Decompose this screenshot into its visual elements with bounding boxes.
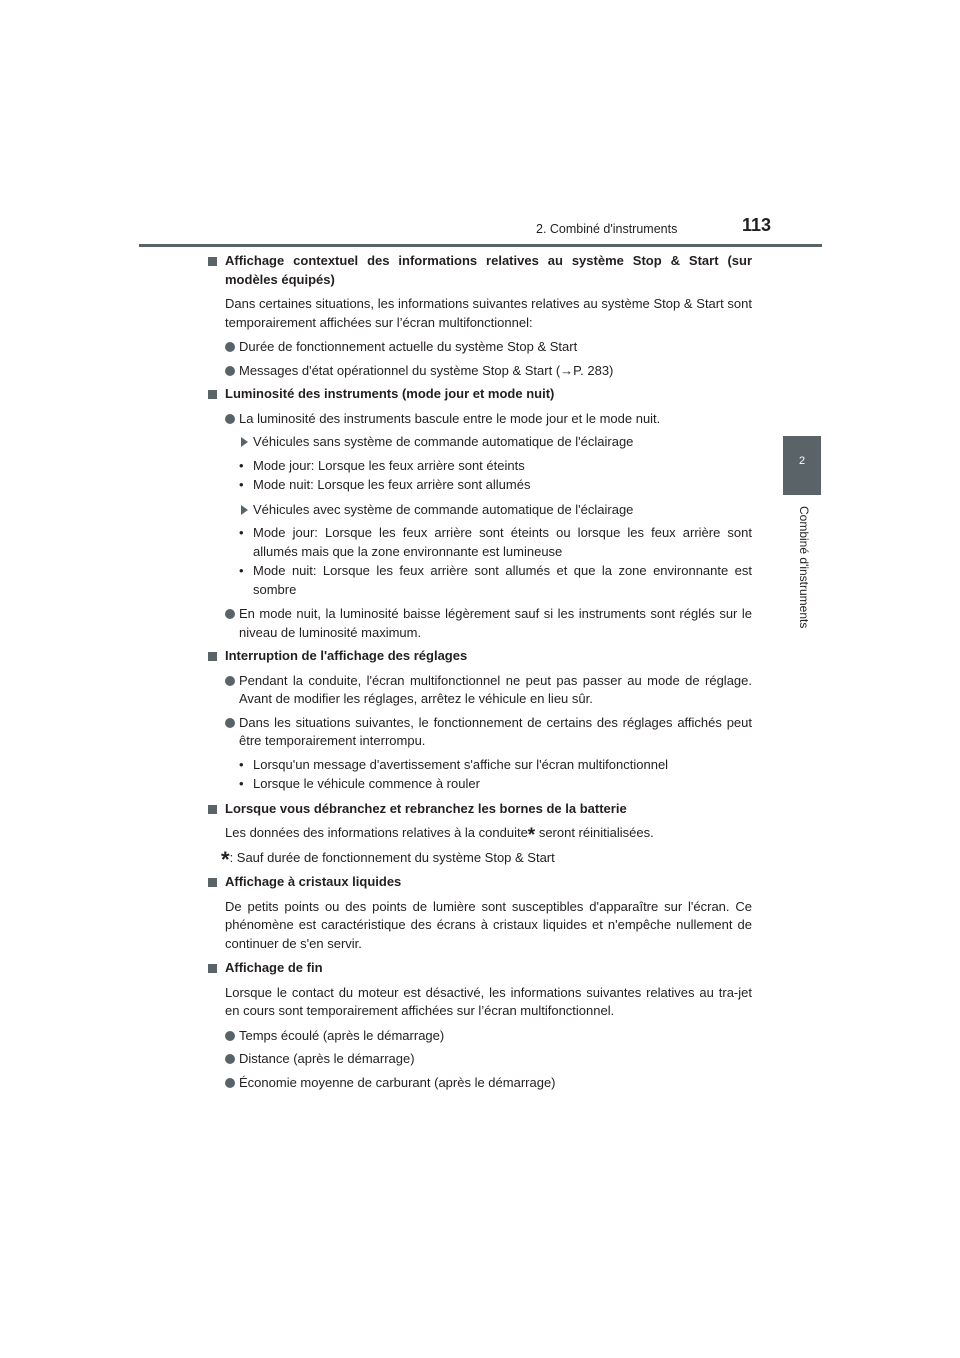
section-heading-text: Luminosité des instruments (mode jour et mode nuit) bbox=[225, 386, 555, 401]
list-item-text: Économie moyenne de carburant (après le démarrage) bbox=[239, 1074, 556, 1090]
page-number: 113 bbox=[742, 215, 772, 235]
list-marker: • bbox=[239, 776, 244, 791]
square-bullet-icon bbox=[208, 964, 217, 973]
side-tab-number: 2 bbox=[783, 436, 821, 495]
circle-bullet-icon bbox=[225, 718, 235, 728]
footnote-marker: * bbox=[221, 846, 230, 872]
section-heading bbox=[208, 800, 752, 819]
side-tab-label: Combiné d'instruments bbox=[797, 506, 811, 629]
list-item-text: Distance (après le démarrage) bbox=[239, 1051, 415, 1066]
circle-bullet-icon bbox=[225, 342, 235, 352]
section-heading bbox=[208, 959, 752, 978]
list-marker: • bbox=[239, 457, 244, 473]
square-bullet-icon bbox=[208, 805, 217, 814]
triangle-arrow-icon bbox=[241, 437, 248, 447]
list-item bbox=[208, 1074, 752, 1093]
list-marker: • bbox=[239, 756, 244, 772]
list-item bbox=[208, 562, 752, 599]
circle-bullet-icon bbox=[225, 676, 235, 686]
list-item bbox=[208, 457, 752, 476]
section-heading-text: Affichage de fin bbox=[225, 960, 323, 975]
list-item bbox=[208, 756, 752, 775]
list-item-text: Lorsqu'un message d'avertissement s'affiche sur l'écran multifonctionnel bbox=[253, 756, 669, 772]
paragraph: Dans certaines situations, les informations suivantes relatives au système Stop & Start sont temporairement affichées sur l’écran multifonctionnel: bbox=[225, 296, 752, 330]
list-item bbox=[208, 1027, 752, 1046]
section-heading-text: Affichage contextuel des informations relatives au système Stop & Start (sur modèles équipés) bbox=[225, 253, 752, 287]
list-item bbox=[208, 714, 752, 751]
list-marker: • bbox=[239, 563, 244, 578]
circle-bullet-icon bbox=[225, 609, 235, 619]
sub-heading-text: Véhicules avec système de commande automatique de l'éclairage bbox=[253, 501, 634, 517]
list-item-text: Mode nuit: Lorsque les feux arrière sont allumés et que la zone environnante est sombre bbox=[253, 563, 752, 597]
sub-heading bbox=[208, 433, 752, 452]
header-section-title: 2. Combiné d'instruments bbox=[536, 222, 678, 236]
page-content bbox=[208, 252, 752, 1097]
footnote bbox=[208, 846, 752, 872]
triangle-arrow-icon bbox=[241, 505, 248, 515]
list-item-text: La luminosité des instruments bascule entre le mode jour et le mode nuit. bbox=[239, 410, 661, 426]
list-item bbox=[208, 338, 752, 357]
list-item-text: Temps écoulé (après le démarrage) bbox=[239, 1027, 445, 1043]
square-bullet-icon bbox=[208, 390, 217, 399]
list-item-text: Lorsque le véhicule commence à rouler bbox=[253, 776, 480, 791]
header-divider bbox=[139, 244, 822, 247]
list-item bbox=[208, 362, 752, 381]
circle-bullet-icon bbox=[225, 1054, 235, 1064]
square-bullet-icon bbox=[208, 652, 217, 661]
list-item bbox=[208, 672, 752, 709]
list-item-text: Durée de fonctionnement actuelle du système Stop & Start bbox=[239, 339, 578, 354]
paragraph-text: seront réinitialisées. bbox=[535, 825, 654, 840]
list-item bbox=[208, 410, 752, 429]
list-item-text: Dans les situations suivantes, le fonctionnement de certains des réglages affichés peut être temporairement interrompu. bbox=[239, 714, 752, 748]
circle-bullet-icon bbox=[225, 366, 235, 376]
section-heading bbox=[208, 647, 752, 666]
list-item bbox=[208, 524, 752, 561]
paragraph bbox=[208, 824, 752, 846]
list-item bbox=[208, 1050, 752, 1069]
list-marker: • bbox=[239, 525, 244, 540]
section-heading-text: Affichage à cristaux liquides bbox=[225, 874, 402, 889]
circle-bullet-icon bbox=[225, 1078, 235, 1088]
square-bullet-icon bbox=[208, 257, 217, 266]
list-item bbox=[208, 605, 752, 642]
section-heading bbox=[208, 873, 752, 892]
section-heading-text: Lorsque vous débranchez et rebranchez les bornes de la batterie bbox=[225, 800, 627, 816]
list-item-text: Mode jour: Lorsque les feux arrière sont éteints bbox=[253, 457, 525, 473]
list-item-text: Messages d'état opérationnel du système Stop & Start (→P. 283) bbox=[239, 362, 614, 378]
list-item bbox=[208, 775, 752, 794]
circle-bullet-icon bbox=[225, 1031, 235, 1041]
circle-bullet-icon bbox=[225, 414, 235, 424]
paragraph-text: Les données des informations relatives à la conduite bbox=[225, 825, 528, 840]
sub-heading bbox=[208, 501, 752, 520]
section-heading bbox=[208, 385, 752, 404]
footnote-marker: * bbox=[527, 825, 536, 846]
paragraph: Lorsque le contact du moteur est désactivé, les informations suivantes relatives au tra-jet en cours sont temporairement affichées sur l’écran multifonctionnel. bbox=[225, 984, 752, 1018]
sub-heading-text: Véhicules sans système de commande automatique de l'éclairage bbox=[253, 434, 634, 449]
square-bullet-icon bbox=[208, 878, 217, 887]
section-heading-text: Interruption de l'affichage des réglages bbox=[225, 648, 468, 663]
footnote-text: : Sauf durée de fonctionnement du système Stop & Start bbox=[229, 849, 555, 865]
list-item-text: Mode nuit: Lorsque les feux arrière sont allumés bbox=[253, 477, 531, 492]
list-marker: • bbox=[239, 477, 244, 492]
list-item bbox=[208, 476, 752, 495]
section-heading bbox=[208, 252, 752, 289]
paragraph: De petits points ou des points de lumière sont susceptibles d'apparaître sur l'écran. Ce phénomène est caractéristique des écrans à cristaux liquides et n'empêche nullement de continuer de s'en servir. bbox=[225, 898, 752, 951]
list-item-text: En mode nuit, la luminosité baisse légèrement sauf si les instruments sont réglés sur le niveau de luminosité maximum. bbox=[239, 606, 752, 640]
list-item-text: Mode jour: Lorsque les feux arrière sont éteints ou lorsque les feux arrière sont allumés mais que la zone environnante est lumineuse bbox=[253, 525, 752, 559]
list-item-text: Pendant la conduite, l'écran multifonctionnel ne peut pas passer au mode de réglage. Avant de modifier les réglages, arrêtez le véhicule en lieu sûr. bbox=[239, 672, 752, 706]
